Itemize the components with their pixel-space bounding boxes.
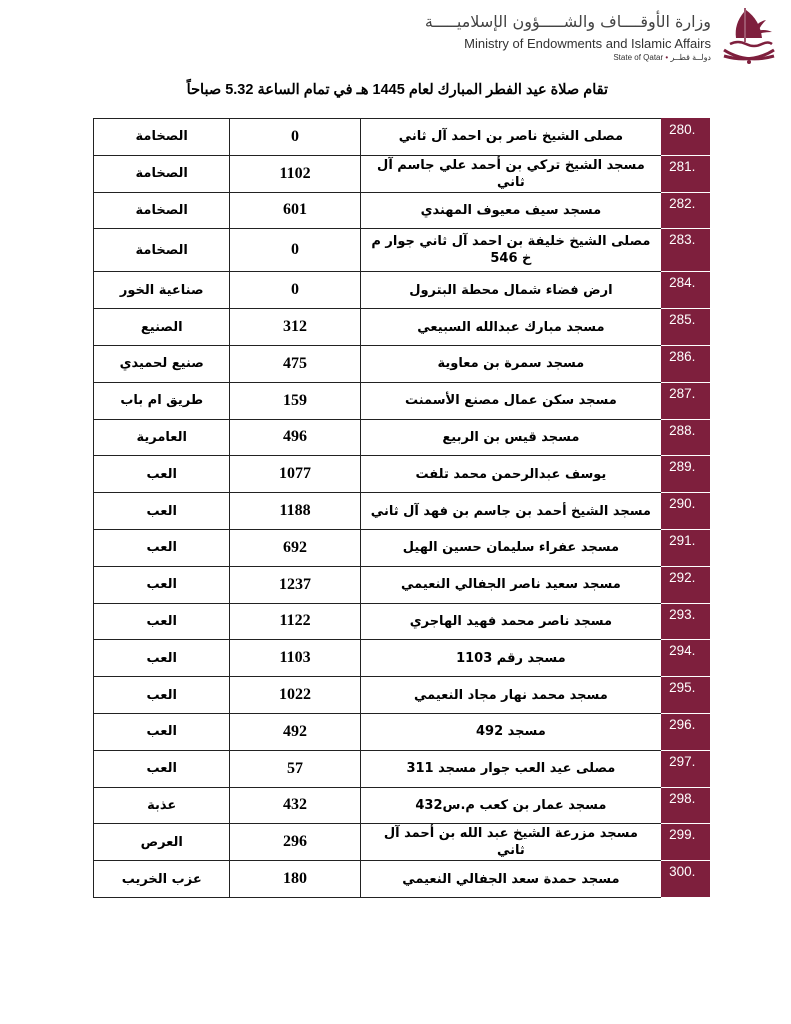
row-number: 295.: [662, 677, 710, 714]
ministry-name-arabic: وزارة الأوقــــاف والشـــــؤون الإسلاميـــــة: [424, 12, 711, 31]
worshipper-count: 0: [230, 119, 360, 156]
mosque-name: مسجد عمار بن كعب م.س432: [360, 787, 661, 824]
separator-dot-icon: •: [665, 53, 669, 62]
page-title: تقام صلاة عيد الفطر المبارك لعام 1445 هـ في تمام الساعة 5.32 صباحاً: [186, 82, 608, 98]
row-number: 293.: [662, 603, 710, 640]
area-name: العب: [94, 640, 230, 677]
mosque-name: مسجد سكن عمال مصنع الأسمنت: [360, 382, 661, 419]
worshipper-count: 1022: [230, 677, 360, 714]
table-row: [94, 155, 710, 192]
row-number: 299.: [662, 824, 710, 861]
row-number: 290.: [662, 493, 710, 530]
worshipper-count: 1188: [230, 493, 360, 530]
area-name: الصخامة: [94, 192, 230, 229]
row-number: 286.: [662, 345, 710, 382]
table-row: [94, 787, 710, 824]
area-name: العب: [94, 493, 230, 530]
area-name: الصخامة: [94, 155, 230, 192]
table-row: [94, 493, 710, 530]
mosque-name: مسجد عفراء سليمان حسين الهيل: [360, 529, 661, 566]
table-row: [94, 603, 710, 640]
area-name: العب: [94, 566, 230, 603]
table-row: [94, 382, 710, 419]
mosque-name: مسجد سعيد ناصر الجفالي النعيمي: [360, 566, 661, 603]
row-number: 294.: [662, 640, 710, 677]
area-name: العب: [94, 677, 230, 714]
mosque-name: مسجد ناصر محمد فهيد الهاجري: [360, 603, 661, 640]
state-name-arabic: دولــة قطــر: [670, 53, 711, 62]
area-name: العب: [94, 529, 230, 566]
worshipper-count: 57: [230, 750, 360, 787]
worshipper-count: 475: [230, 345, 360, 382]
worshipper-count: 1077: [230, 456, 360, 493]
state-label: [613, 53, 711, 62]
area-name: صناعية الخور: [94, 272, 230, 309]
worshipper-count: 0: [230, 229, 360, 272]
row-number: 291.: [662, 529, 710, 566]
table-row: [94, 229, 710, 272]
mosque-name: مسجد مزرعة الشيخ عبد الله بن أحمد آل ثاني: [360, 824, 661, 861]
area-name: الصخامة: [94, 229, 230, 272]
worshipper-count: 692: [230, 529, 360, 566]
worshipper-count: 601: [230, 192, 360, 229]
row-number: 282.: [662, 192, 710, 229]
mosque-name: مسجد سيف معيوف المهندي: [360, 192, 661, 229]
row-number: 288.: [662, 419, 710, 456]
table-row: [94, 456, 710, 493]
table-row: [94, 272, 710, 309]
mosque-name: مسجد 492: [360, 713, 661, 750]
area-name: عذبة: [94, 787, 230, 824]
mosque-name: مصلى الشيخ خليفة بن احمد آل ثاني جوار م خ 546: [360, 229, 661, 272]
table-row: [94, 192, 710, 229]
area-name: العرص: [94, 824, 230, 861]
worshipper-count: 1122: [230, 603, 360, 640]
row-number: 297.: [662, 750, 710, 787]
area-name: العب: [94, 603, 230, 640]
worshipper-count: 159: [230, 382, 360, 419]
table-row: [94, 713, 710, 750]
area-name: عزب الخريب: [94, 861, 230, 898]
mosque-name: ارض فضاء شمال محطة البترول: [360, 272, 661, 309]
worshipper-count: 180: [230, 861, 360, 898]
row-number: 287.: [662, 382, 710, 419]
ministry-name-english: Ministry of Endowments and Islamic Affairs: [464, 36, 711, 51]
worshipper-count: 1103: [230, 640, 360, 677]
mosque-name: مسجد مبارك عبدالله السبيعي: [360, 309, 661, 346]
row-number: 300.: [662, 861, 710, 898]
area-name: صنيع لحميدي: [94, 345, 230, 382]
mosque-name: مسجد حمدة سعد الجفالي النعيمي: [360, 861, 661, 898]
worshipper-count: 432: [230, 787, 360, 824]
mosque-name: مسجد الشيخ أحمد بن جاسم بن فهد آل ثاني: [360, 493, 661, 530]
mosque-name: مسجد قيس بن الربيع: [360, 419, 661, 456]
worshipper-count: 0: [230, 272, 360, 309]
table-row: [94, 677, 710, 714]
worshipper-count: 1102: [230, 155, 360, 192]
worshipper-count: 492: [230, 713, 360, 750]
qatar-emblem-icon: [716, 2, 782, 68]
mosque-name: مصلى عيد العب جوار مسجد 311: [360, 750, 661, 787]
table-row: [94, 861, 710, 898]
row-number: 298.: [662, 787, 710, 824]
table-row: [94, 640, 710, 677]
area-name: العب: [94, 750, 230, 787]
document-header: [0, 0, 791, 80]
area-name: العامرية: [94, 419, 230, 456]
mosque-name: مصلى الشيخ ناصر بن احمد آل ثاني: [360, 119, 661, 156]
area-name: الصخامة: [94, 119, 230, 156]
state-name-english: State of Qatar: [613, 53, 664, 62]
table-row: [94, 419, 710, 456]
worshipper-count: 312: [230, 309, 360, 346]
table-row: [94, 345, 710, 382]
area-name: طريق ام باب: [94, 382, 230, 419]
mosque-name: مسجد سمرة بن معاوية: [360, 345, 661, 382]
row-number: 280.: [662, 119, 710, 156]
mosque-name: مسجد الشيخ تركي بن أحمد علي جاسم آل ثاني: [360, 155, 661, 192]
row-number: 281.: [662, 155, 710, 192]
row-number: 289.: [662, 456, 710, 493]
table-row: [94, 529, 710, 566]
row-number: 283.: [662, 229, 710, 272]
mosque-list-table: [93, 118, 710, 898]
area-name: العب: [94, 713, 230, 750]
table-row: [94, 566, 710, 603]
table-row: [94, 750, 710, 787]
row-number: 292.: [662, 566, 710, 603]
area-name: الصنيع: [94, 309, 230, 346]
worshipper-count: 296: [230, 824, 360, 861]
row-number: 296.: [662, 713, 710, 750]
worshipper-count: 1237: [230, 566, 360, 603]
mosque-name: مسجد محمد نهار مجاد النعيمي: [360, 677, 661, 714]
table-row: [94, 119, 710, 156]
row-number: 284.: [662, 272, 710, 309]
area-name: العب: [94, 456, 230, 493]
mosque-name: يوسف عبدالرحمن محمد تلفت: [360, 456, 661, 493]
table-row: [94, 309, 710, 346]
worshipper-count: 496: [230, 419, 360, 456]
table-row: [94, 824, 710, 861]
row-number: 285.: [662, 309, 710, 346]
mosque-name: مسجد رقم 1103: [360, 640, 661, 677]
